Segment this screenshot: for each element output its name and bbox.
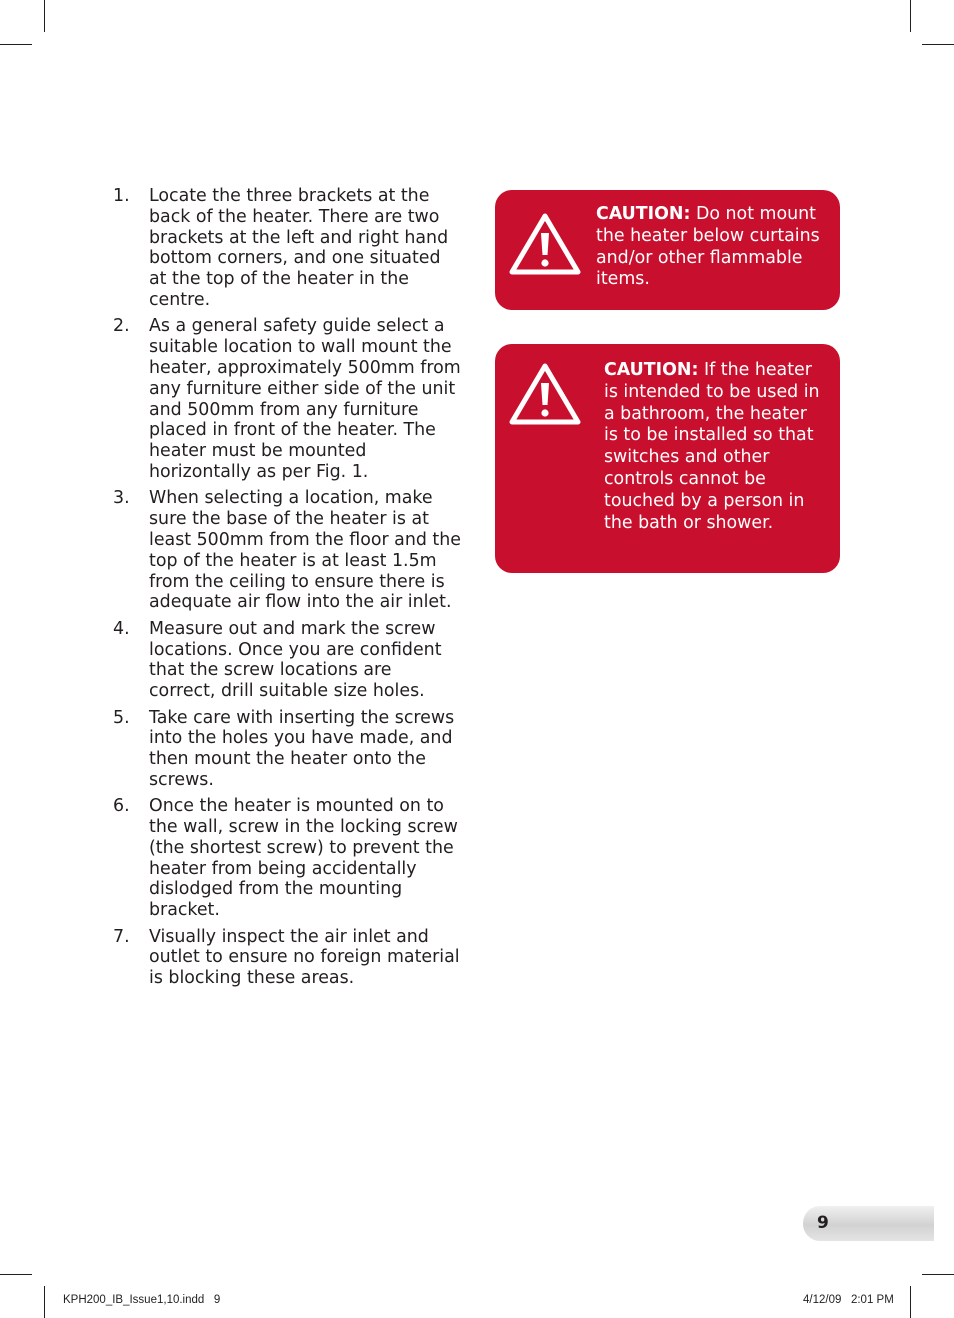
crop-mark bbox=[0, 44, 32, 45]
step-number: 1. bbox=[113, 186, 130, 206]
crop-mark bbox=[0, 1274, 32, 1275]
step-number: 7. bbox=[113, 926, 130, 947]
step-number: 5. bbox=[113, 707, 130, 728]
crop-mark bbox=[922, 1274, 954, 1275]
caution-box-curtains bbox=[495, 190, 840, 310]
step-number: 6. bbox=[113, 796, 130, 817]
caution-label: CAUTION: bbox=[604, 360, 699, 380]
crop-mark bbox=[910, 1286, 911, 1318]
caution-message: If the heater is intended to be used in a bathroom, the heater is to be installed so that switches and other controls cannot be touched by a person in the bath or shower. bbox=[604, 360, 820, 533]
crop-mark bbox=[44, 1286, 45, 1318]
step-number: 3. bbox=[113, 488, 130, 509]
step-item bbox=[113, 186, 463, 311]
caution-message: Do not mount the heater below curtains and/or other flammable items. bbox=[596, 204, 820, 290]
step-text: As a general safety guide select a suitable location to wall mount the heater, approximately 500mm from any furniture either side of the unit and 500mm from any furniture placed in front of the heater. The heater must be mounted horizontally as per Fig. 1. bbox=[149, 316, 461, 482]
crop-mark bbox=[922, 44, 954, 45]
step-item bbox=[113, 927, 463, 989]
installation-steps bbox=[113, 186, 463, 995]
step-item bbox=[113, 708, 463, 791]
step-item bbox=[113, 488, 463, 613]
footer-file-name: KPH200_IB_Issue1,10.indd 9 bbox=[63, 1294, 221, 1306]
step-text: Locate the three brackets at the back of the heater. There are two brackets at the left and right hand bottom corners, and one situated at the top of the heater in the centre. bbox=[149, 186, 449, 310]
crop-mark bbox=[910, 0, 911, 32]
warning-triangle-icon bbox=[509, 362, 581, 426]
step-item bbox=[113, 619, 463, 702]
step-text: Once the heater is mounted on to the wall, screw in the locking screw (the shortest screw) to prevent the heater from being accidentally dislodged from the mounting bracket. bbox=[149, 796, 458, 921]
step-text: Take care with inserting the screws into the holes you have made, and then mount the heater onto the screws. bbox=[149, 707, 455, 790]
step-text: Visually inspect the air inlet and outlet to ensure no foreign material is blocking these areas. bbox=[149, 926, 460, 989]
caution-label: CAUTION: bbox=[596, 204, 691, 224]
crop-mark bbox=[44, 0, 45, 32]
caution-text bbox=[604, 360, 826, 534]
warning-triangle-icon bbox=[509, 212, 581, 276]
step-number: 4. bbox=[113, 618, 130, 639]
step-item bbox=[113, 796, 463, 921]
step-item bbox=[113, 316, 463, 482]
step-number: 2. bbox=[113, 316, 130, 337]
page-number: 9 bbox=[817, 1213, 829, 1233]
caution-box-bathroom bbox=[495, 344, 840, 573]
footer-date-time: 4/12/09 2:01 PM bbox=[803, 1294, 894, 1306]
step-text: Measure out and mark the screw locations. Once you are confident that the screw locations are correct, drill suitable size holes. bbox=[149, 618, 442, 702]
caution-text bbox=[596, 204, 828, 291]
step-text: When selecting a location, make sure the base of the heater is at least 500mm from the floor and the top of the heater is at least 1.5m from the ceiling to ensure there is adequate air flow into the air inlet. bbox=[149, 488, 461, 613]
page-number-tab bbox=[803, 1206, 934, 1241]
